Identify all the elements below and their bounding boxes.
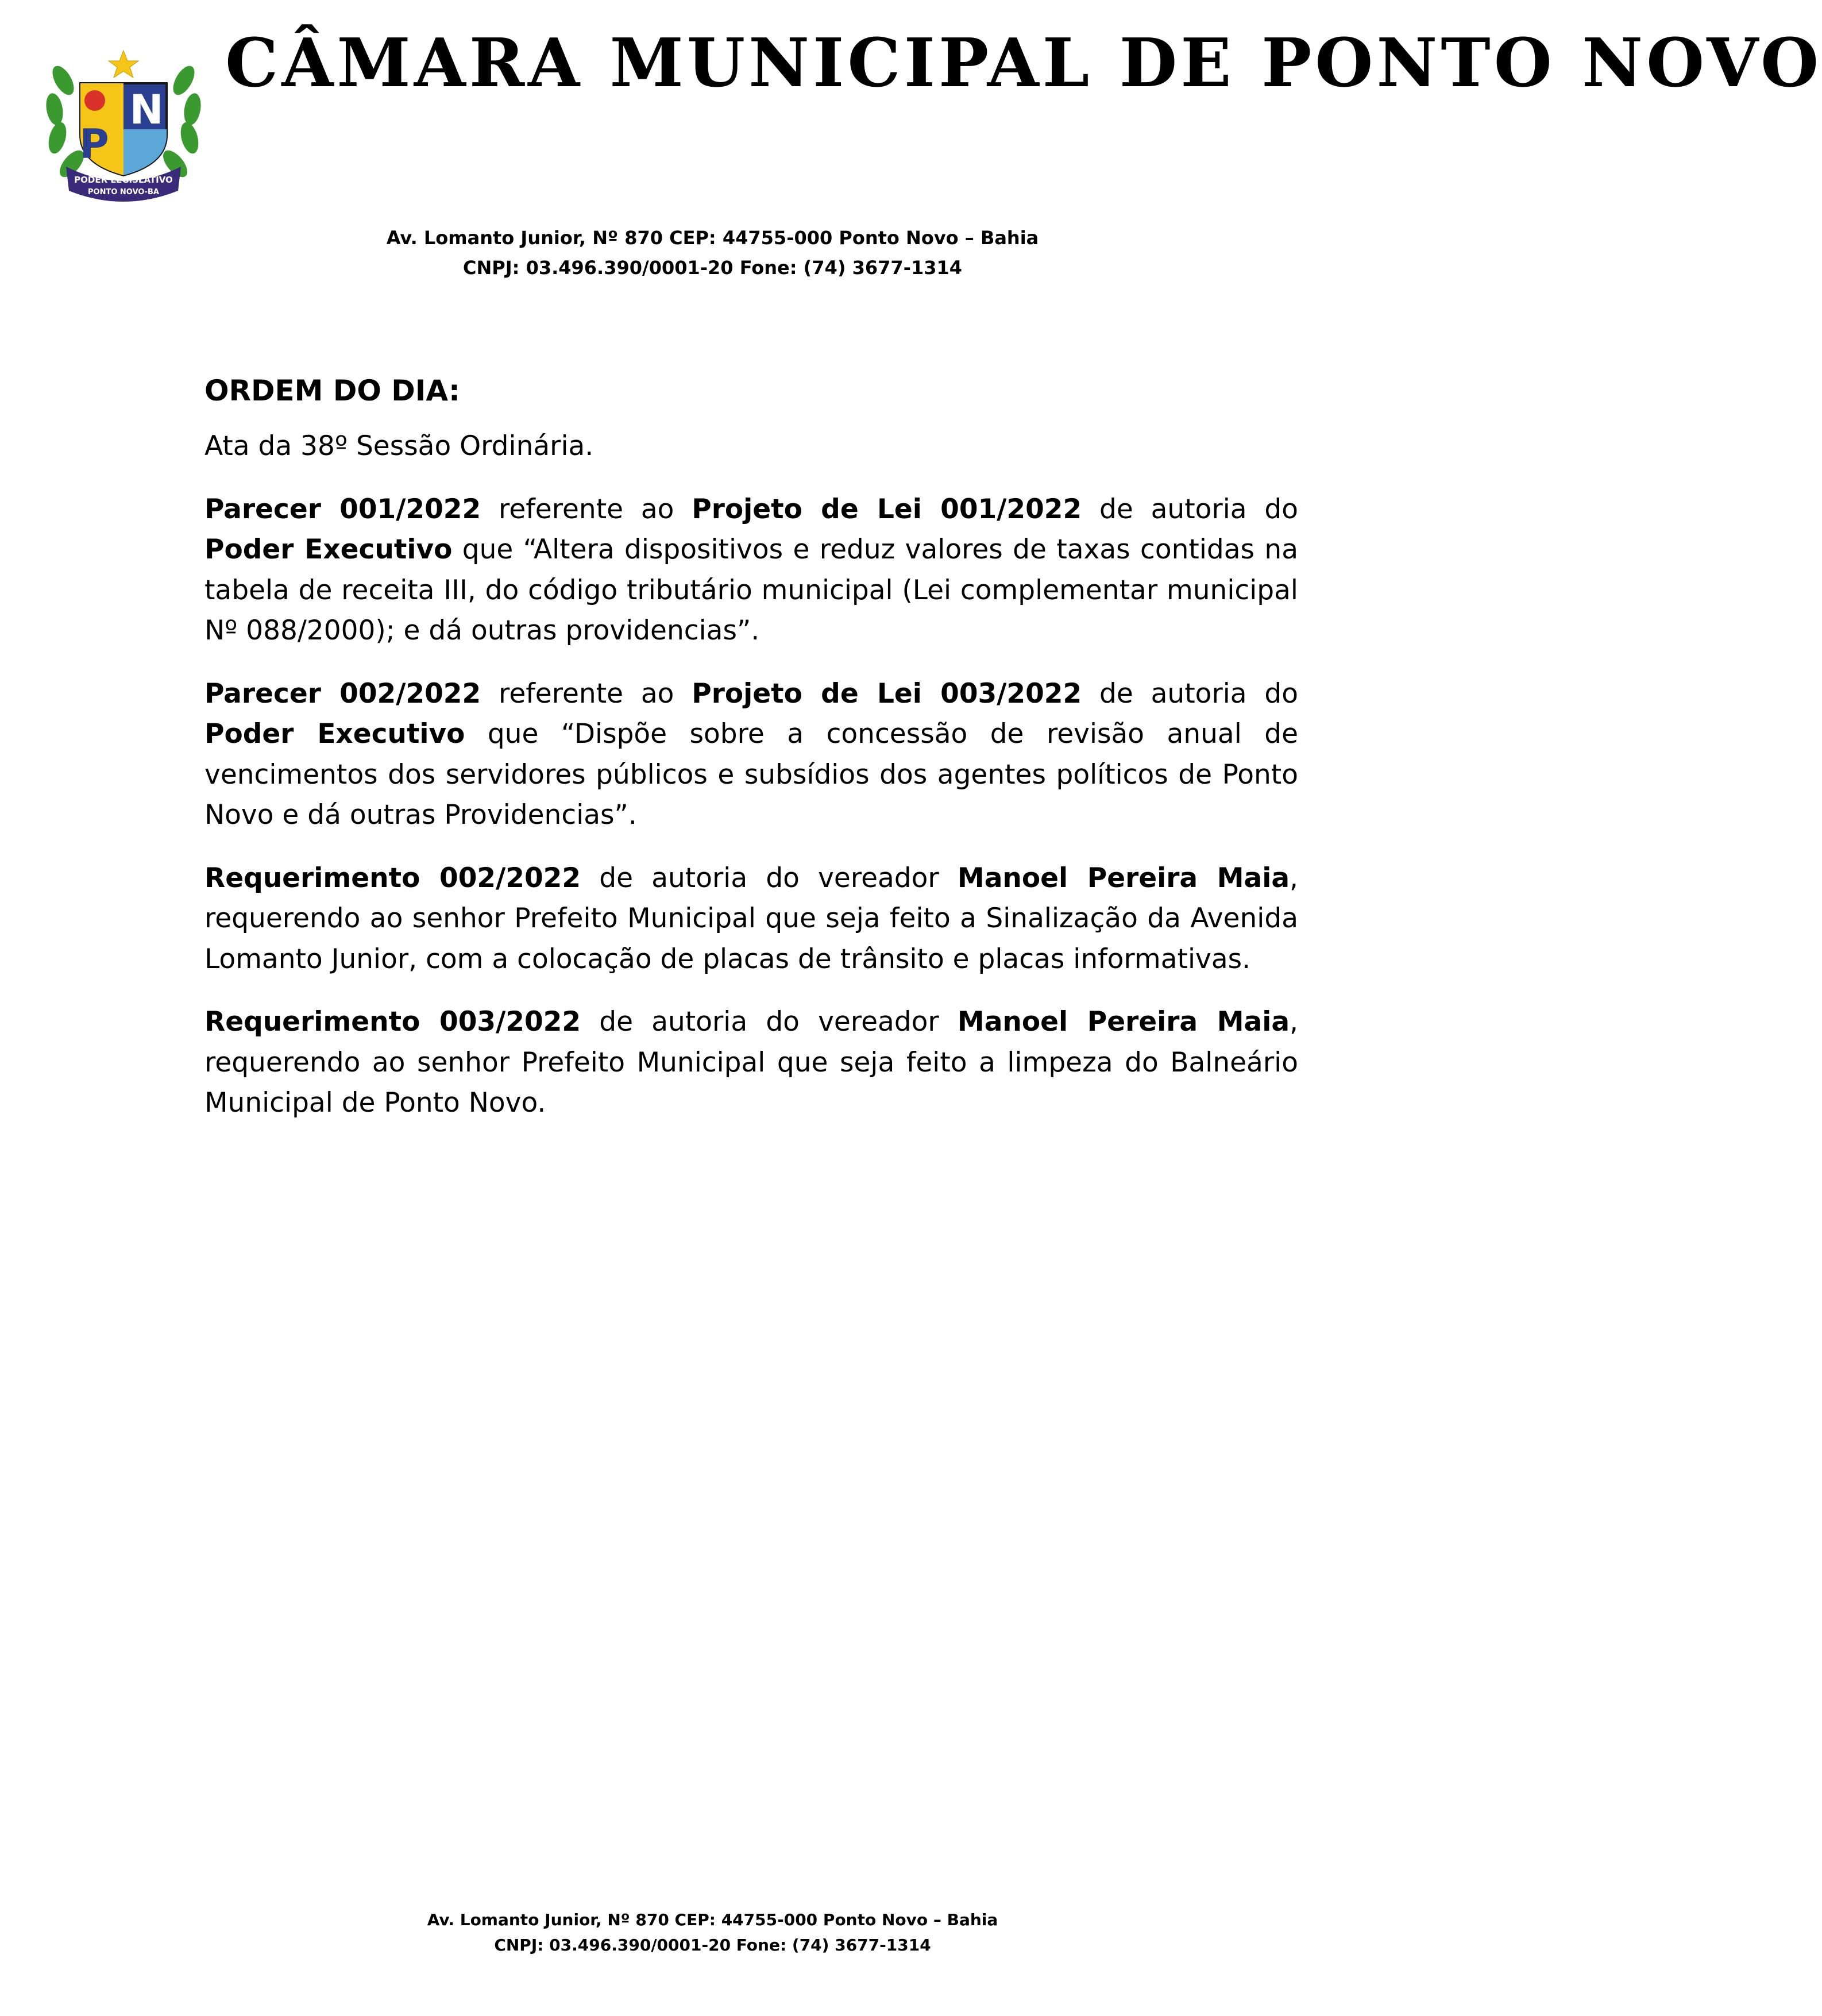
item-text: referente ao <box>481 677 692 710</box>
parecer-number: Parecer 002/2022 <box>204 677 481 710</box>
item-text: que “Altera dispositivos e reduz valores de taxas contidas na tabela de receita III, do código tributário municipal (Lei complementar municipal Nº 088/2000); e dá outras providencias”. <box>204 534 1298 646</box>
item-requerimento-003 <box>204 1002 1298 1124</box>
header-address <box>0 223 1425 283</box>
projeto-lei-number: Projeto de Lei 001/2022 <box>692 493 1082 525</box>
footer-address <box>0 1907 1425 1958</box>
requerimento-number: Requerimento 002/2022 <box>204 862 581 894</box>
item-text: de autoria do <box>1082 493 1298 525</box>
item-parecer-002 <box>204 674 1298 836</box>
section-heading: ORDEM DO DIA: <box>204 374 460 407</box>
header-address-line2: CNPJ: 03.496.390/0001-20 Fone: (74) 3677-1314 <box>463 257 962 279</box>
projeto-lei-number: Projeto de Lei 003/2022 <box>692 677 1082 710</box>
item-text: , requerendo ao senhor Prefeito Municipal que seja feito a Sinalização da Avenida Lomanto Junior, com a colocação de placas de trânsito e placas informativas. <box>204 862 1298 975</box>
item-text: referente ao <box>481 493 692 525</box>
item-text: que “Dispõe sobre a concessão de revisão anual de vencimentos dos servidores públicos e subsídios dos agentes políticos de Ponto Novo e dá outras Providencias”. <box>204 718 1298 831</box>
author-name: Manoel Pereira Maia <box>957 862 1290 894</box>
item-ata-text: Ata da 38º Sessão Ordinária. <box>204 430 594 462</box>
header-address-line1: Av. Lomanto Junior, Nº 870 CEP: 44755-000 Ponto Novo – Bahia <box>386 227 1039 249</box>
author-name: Poder Executivo <box>204 718 465 750</box>
item-parecer-001 <box>204 489 1298 652</box>
chamber-logo <box>34 29 213 201</box>
item-ata <box>204 426 1298 467</box>
chamber-emblem-icon <box>34 29 213 201</box>
author-name: Manoel Pereira Maia <box>957 1006 1290 1038</box>
org-name: CÂMARA MUNICIPAL DE PONTO NOVO <box>225 24 1822 102</box>
item-text: de autoria do <box>1082 677 1298 710</box>
item-text: de autoria do vereador <box>581 1006 958 1038</box>
item-text: de autoria do vereador <box>581 862 958 894</box>
requerimento-number: Requerimento 003/2022 <box>204 1006 581 1038</box>
logo-letter-p: P <box>79 121 109 168</box>
document-body <box>204 368 1298 1146</box>
parecer-number: Parecer 001/2022 <box>204 493 481 525</box>
logo-letter-n: N <box>129 86 164 133</box>
item-requerimento-002 <box>204 858 1298 980</box>
item-text: , requerendo ao senhor Prefeito Municipal que seja feito a limpeza do Balneário Municipal de Ponto Novo. <box>204 1006 1298 1119</box>
logo-banner-line1: PODER LEGISLATIVO <box>74 175 173 185</box>
footer-address-line2: CNPJ: 03.496.390/0001-20 Fone: (74) 3677-1314 <box>494 1936 931 1955</box>
footer-address-line1: Av. Lomanto Junior, Nº 870 CEP: 44755-000 Ponto Novo – Bahia <box>427 1910 998 1929</box>
author-name: Poder Executivo <box>204 534 453 565</box>
logo-banner-line2: PONTO NOVO-BA <box>88 188 159 196</box>
